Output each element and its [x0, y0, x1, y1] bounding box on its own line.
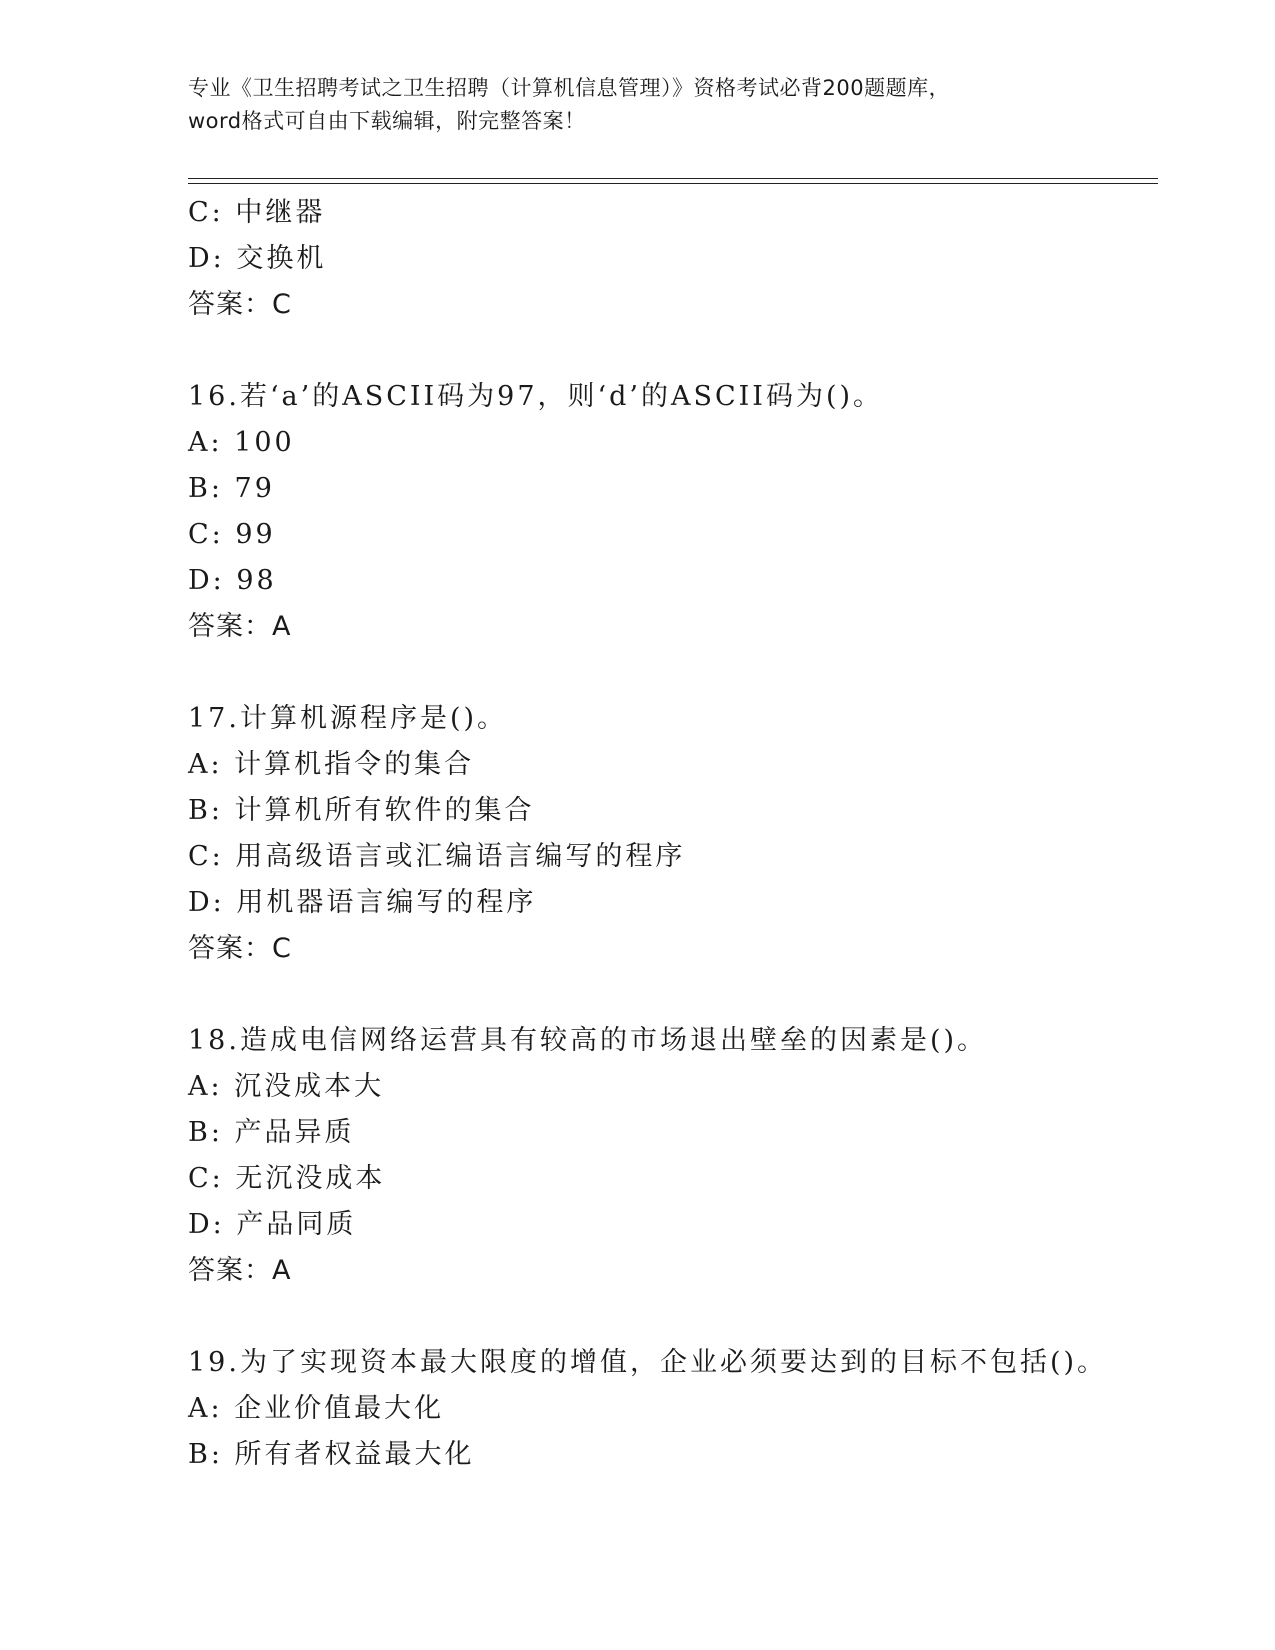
- q18-answer: 答案：A: [188, 1255, 292, 1286]
- question-spacer: [188, 1294, 1158, 1340]
- q17-question: 17.计算机源程序是()。: [188, 703, 508, 734]
- question-list: [188, 190, 1158, 1478]
- q16-option-b: B: 79: [188, 473, 275, 504]
- header-line-1: 专业《卫生招聘考试之卫生招聘（计算机信息管理）》资格考试必背200题题库，: [188, 76, 951, 100]
- q18-option-d: D: 产品同质: [188, 1209, 357, 1240]
- q17-option-c: C: 用高级语言或汇编语言编写的程序: [188, 841, 686, 872]
- header-divider-bottom: [188, 183, 1158, 184]
- q18-question: 18.造成电信网络运营具有较高的市场退出壁垒的因素是()。: [188, 1025, 988, 1056]
- question-spacer: [188, 328, 1158, 374]
- question-17: [188, 696, 1158, 972]
- q16-option-d: D: 98: [188, 565, 277, 596]
- q19-option-b: B: 所有者权益最大化: [188, 1439, 475, 1470]
- document-header: [188, 72, 1088, 138]
- q18-option-b: B: 产品异质: [188, 1117, 355, 1148]
- q18-option-c: C: 无沉没成本: [188, 1163, 386, 1194]
- q16-answer: 答案：A: [188, 611, 292, 642]
- q18-option-a: A: 沉没成本大: [188, 1071, 385, 1102]
- question-spacer: [188, 650, 1158, 696]
- q15-option-d: D: 交换机: [188, 243, 327, 274]
- q17-answer: 答案：C: [188, 933, 292, 964]
- q19-question: 19.为了实现资本最大限度的增值，企业必须要达到的目标不包括()。: [188, 1347, 1108, 1378]
- question-15: [188, 190, 1158, 328]
- header-divider-top: [188, 178, 1158, 179]
- question-spacer: [188, 972, 1158, 1018]
- header-line-2: word格式可自由下载编辑，附完整答案！: [188, 109, 586, 133]
- q17-option-d: D: 用机器语言编写的程序: [188, 887, 537, 918]
- q16-option-a: A: 100: [188, 427, 295, 458]
- q15-answer: 答案：C: [188, 289, 292, 320]
- q17-option-a: A: 计算机指令的集合: [188, 749, 475, 780]
- question-16: [188, 374, 1158, 650]
- q17-option-b: B: 计算机所有软件的集合: [188, 795, 535, 826]
- q16-question: 16.若‘a’的ASCII码为97，则‘d’的ASCII码为()。: [188, 381, 884, 412]
- q19-option-a: A: 企业价值最大化: [188, 1393, 445, 1424]
- question-19: [188, 1340, 1158, 1478]
- q15-option-c: C: 中继器: [188, 197, 326, 228]
- q16-option-c: C: 99: [188, 519, 276, 550]
- question-18: [188, 1018, 1158, 1294]
